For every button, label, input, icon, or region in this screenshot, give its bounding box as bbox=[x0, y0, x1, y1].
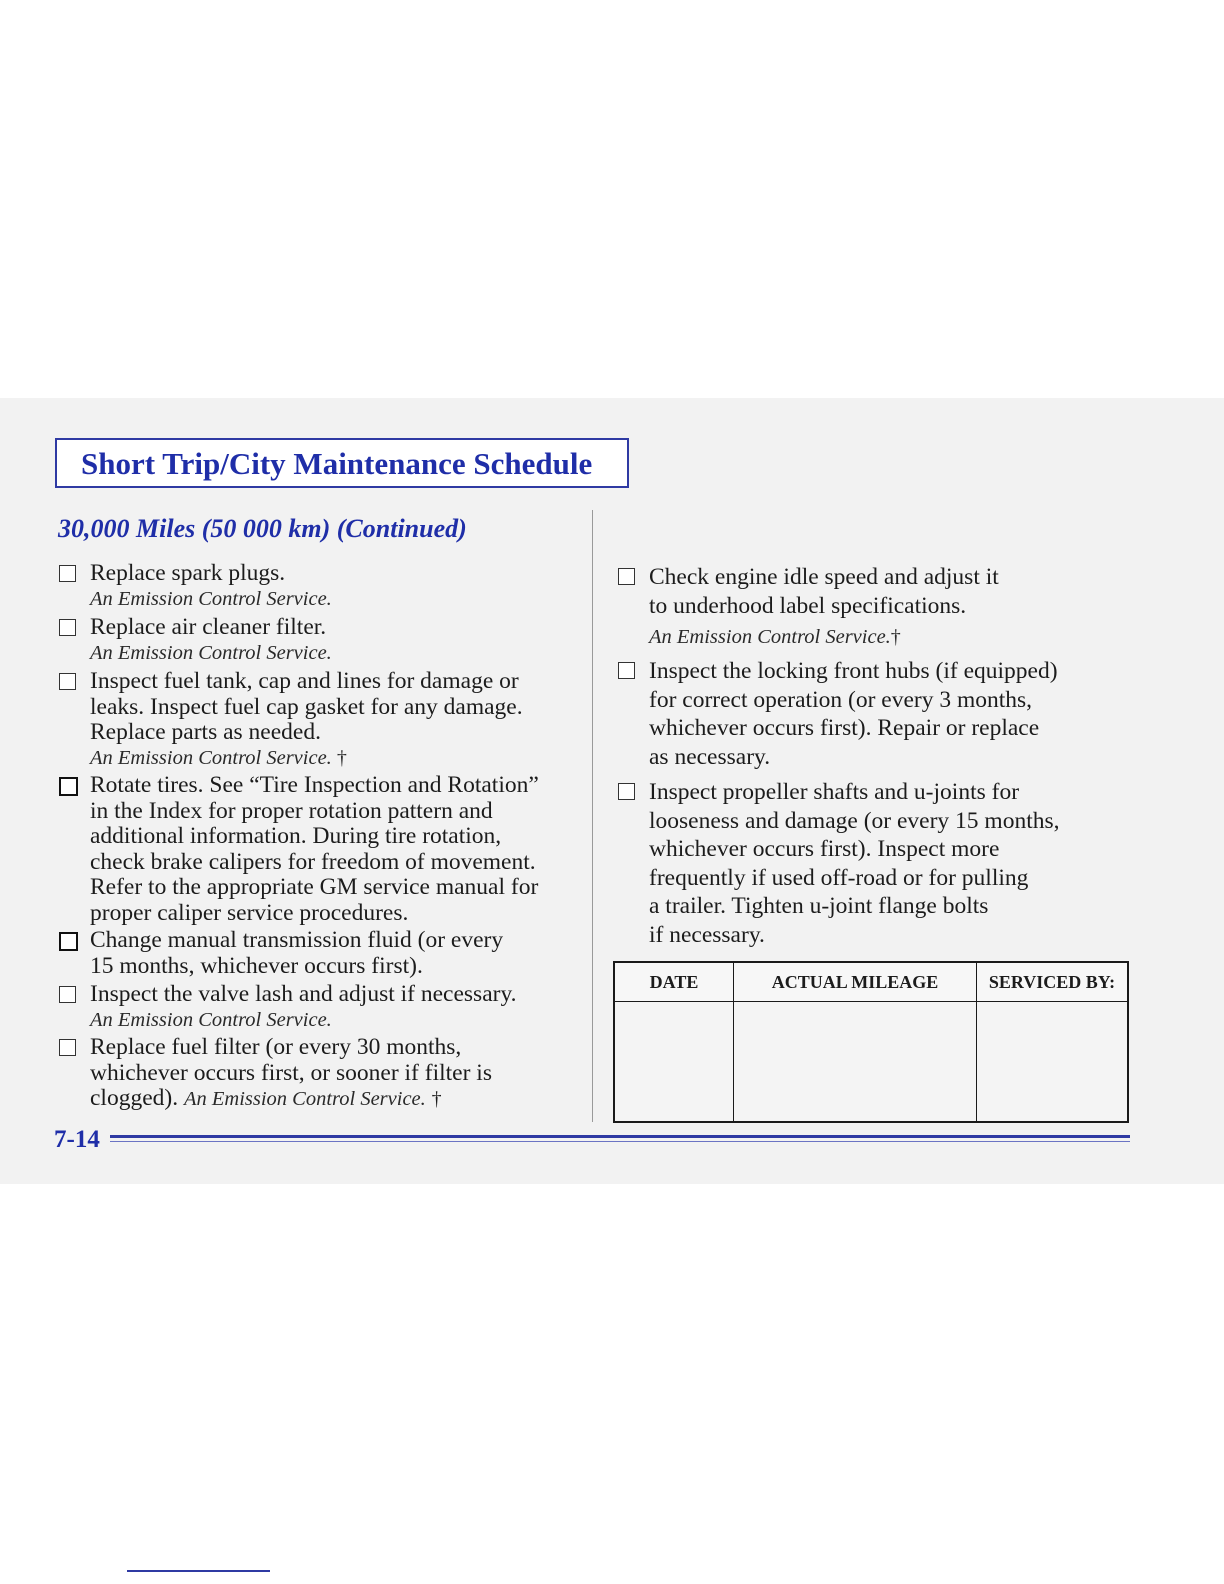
column-divider bbox=[592, 510, 593, 1122]
item-text: in the Index for proper rotation pattern and bbox=[90, 797, 493, 824]
checkbox[interactable] bbox=[59, 1039, 76, 1056]
item-text: clogged). bbox=[90, 1085, 179, 1111]
checklist-item-air-cleaner bbox=[59, 615, 332, 666]
checklist-item-valve-lash bbox=[59, 982, 517, 1033]
item-text: for correct operation (or every 3 months, bbox=[649, 686, 1033, 713]
item-text: a trailer. Tighten u-joint flange bolts bbox=[649, 893, 989, 919]
checklist-item-fuel-filter bbox=[59, 1035, 492, 1113]
item-text: Refer to the appropriate GM service manual for bbox=[90, 874, 539, 900]
item-text: whichever occurs first). Inspect more bbox=[649, 836, 1000, 862]
item-text: Replace air cleaner filter. bbox=[90, 614, 327, 640]
checkbox[interactable] bbox=[618, 662, 635, 679]
item-text: as necessary. bbox=[649, 743, 771, 770]
item-text: check brake calipers for freedom of movement. bbox=[90, 848, 536, 875]
mileage-cell[interactable] bbox=[734, 1002, 977, 1123]
checkbox[interactable] bbox=[59, 777, 78, 796]
dagger-mark: † bbox=[890, 626, 901, 648]
item-text: whichever occurs first, or sooner if filter is bbox=[90, 1059, 492, 1086]
item-text: proper caliper service procedures. bbox=[90, 899, 409, 926]
emission-note: An Emission Control Service. bbox=[90, 1008, 332, 1031]
date-cell[interactable] bbox=[614, 1002, 734, 1123]
emission-note: An Emission Control Service. bbox=[90, 587, 332, 610]
column-header-serviced-by: SERVICED BY: bbox=[977, 962, 1129, 1002]
footer-rule bbox=[110, 1135, 1130, 1138]
item-text: Rotate tires. See “Tire Inspection and Rotation” bbox=[90, 772, 539, 798]
emission-note-text: An Emission Control Service. bbox=[649, 626, 891, 648]
emission-note bbox=[90, 746, 523, 772]
checklist-item-rotate-tires bbox=[59, 773, 539, 926]
checklist-item-spark-plugs bbox=[59, 561, 332, 612]
emission-note: An Emission Control Service. bbox=[183, 1088, 426, 1110]
item-text: Inspect the valve lash and adjust if necessary. bbox=[90, 981, 517, 1007]
page-number: 7-14 bbox=[54, 1126, 100, 1153]
item-text: Inspect the locking front hubs (if equipped) bbox=[649, 658, 1058, 684]
checkbox[interactable] bbox=[59, 565, 76, 582]
item-text: if necessary. bbox=[649, 921, 765, 948]
checklist-item-propeller-shafts bbox=[618, 778, 1060, 949]
bottom-rule bbox=[127, 1570, 270, 1572]
item-text: leaks. Inspect fuel cap gasket for any damage. bbox=[90, 693, 523, 720]
service-log-table bbox=[613, 961, 1129, 1123]
title-box bbox=[55, 438, 629, 488]
item-text: looseness and damage (or every 15 months, bbox=[649, 807, 1060, 834]
checkbox[interactable] bbox=[59, 986, 76, 1003]
item-text: to underhood label specifications. bbox=[649, 592, 967, 619]
item-text: Inspect fuel tank, cap and lines for damage or bbox=[90, 668, 519, 694]
checklist-item-locking-hubs bbox=[618, 657, 1058, 771]
checklist-item-idle-speed bbox=[618, 563, 999, 652]
item-text-last bbox=[90, 1086, 492, 1113]
page-title: Short Trip/City Maintenance Schedule bbox=[81, 446, 593, 481]
table-row bbox=[614, 1002, 1128, 1123]
emission-note-text: An Emission Control Service. bbox=[90, 746, 332, 769]
table-header-row bbox=[614, 962, 1128, 1002]
item-text: Change manual transmission fluid (or every bbox=[90, 927, 504, 953]
column-header-mileage: ACTUAL MILEAGE bbox=[734, 962, 977, 1002]
checklist-item-transmission-fluid bbox=[59, 928, 503, 979]
column-header-date: DATE bbox=[614, 962, 734, 1002]
item-text: Replace spark plugs. bbox=[90, 560, 286, 586]
dagger-mark: † bbox=[336, 746, 347, 769]
item-text: Replace fuel filter (or every 30 months, bbox=[90, 1034, 462, 1060]
item-text: 15 months, whichever occurs first). bbox=[90, 952, 423, 979]
item-text: additional information. During tire rotation, bbox=[90, 823, 502, 849]
serviced-by-cell[interactable] bbox=[977, 1002, 1129, 1123]
item-text: Check engine idle speed and adjust it bbox=[649, 564, 999, 590]
dagger-mark: † bbox=[431, 1088, 442, 1110]
checklist-item-fuel-tank bbox=[59, 669, 523, 771]
checkbox[interactable] bbox=[59, 619, 76, 636]
section-heading: 30,000 Miles (50 000 km) (Continued) bbox=[58, 514, 467, 543]
checkbox[interactable] bbox=[618, 568, 635, 585]
checkbox[interactable] bbox=[59, 932, 78, 951]
emission-note: An Emission Control Service. bbox=[90, 641, 332, 664]
footer-rule-thin bbox=[110, 1141, 1130, 1142]
item-text: frequently if used off-road or for pulling bbox=[649, 864, 1029, 891]
item-text: Inspect propeller shafts and u-joints for bbox=[649, 779, 1020, 805]
checkbox[interactable] bbox=[59, 673, 76, 690]
item-text: Replace parts as needed. bbox=[90, 719, 321, 745]
emission-note bbox=[649, 623, 999, 652]
item-text: whichever occurs first). Repair or replace bbox=[649, 715, 1040, 741]
checkbox[interactable] bbox=[618, 783, 635, 800]
